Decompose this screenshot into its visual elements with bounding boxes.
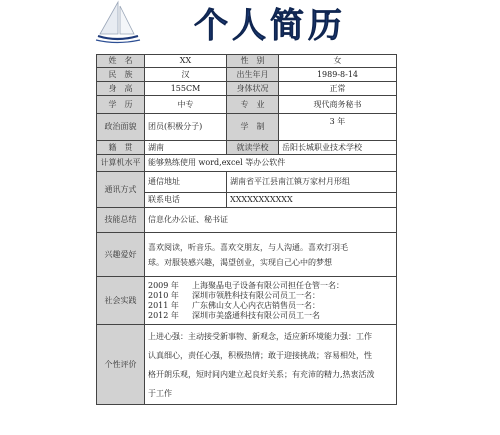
major-value: 现代商务秘书 bbox=[279, 96, 397, 114]
name-value: XX bbox=[145, 55, 227, 68]
practice-entry bbox=[148, 301, 393, 311]
row-origin bbox=[97, 141, 397, 155]
computer-label: 计算机水平 bbox=[97, 155, 145, 172]
evaluation-line: 认真细心，责任心强，积极热情；敢于迎接挑战；容易相处，性 bbox=[148, 351, 372, 360]
gender-value: 女 bbox=[279, 55, 397, 68]
page-title bbox=[165, 4, 375, 44]
phone-value: XXXXXXXXXXX bbox=[227, 193, 397, 208]
phone-label: 联系电话 bbox=[145, 193, 227, 208]
ethnicity-value: 汉 bbox=[145, 68, 227, 82]
major-label: 专 业 bbox=[227, 96, 279, 114]
evaluation-line: 格开朗乐观，短时间内建立起良好关系；有充沛的精力,热衷活泼 bbox=[148, 370, 375, 379]
origin-value: 湖南 bbox=[145, 141, 227, 155]
school-label: 就读学校 bbox=[227, 141, 279, 155]
evaluation-text bbox=[145, 325, 397, 405]
row-education bbox=[97, 96, 397, 114]
resume-table bbox=[96, 54, 397, 405]
height-value: 155CM bbox=[145, 82, 227, 96]
practice-list bbox=[145, 277, 397, 325]
practice-text: 深圳市美盛通科技有限公司员工一名 bbox=[192, 310, 320, 320]
practice-text: 上海聚晶电子设备有限公司担任仓管一名： bbox=[192, 280, 344, 290]
hobbies-text bbox=[145, 233, 397, 277]
health-label: 身体状况 bbox=[227, 82, 279, 96]
row-computer bbox=[97, 155, 397, 172]
practice-year: 2011 年 bbox=[148, 300, 179, 310]
duration-label: 学 制 bbox=[227, 114, 279, 141]
hobbies-label: 兴趣爱好 bbox=[97, 233, 145, 277]
row-evaluation bbox=[97, 325, 397, 405]
computer-value: 能够熟练使用 word,excel 等办公软件 bbox=[145, 155, 397, 172]
birth-label: 出生年月 bbox=[227, 68, 279, 82]
evaluation-line: 上进心强：主动接受新事物、新观念，适应新环境能力强：工作 bbox=[148, 332, 372, 341]
gender-label: 性 别 bbox=[227, 55, 279, 68]
row-ethnicity bbox=[97, 68, 397, 82]
svg-text:个人简历: 个人简历 bbox=[194, 6, 346, 44]
practice-entry bbox=[148, 291, 393, 301]
skills-label: 技能总结 bbox=[97, 208, 145, 233]
education-label: 学 历 bbox=[97, 96, 145, 114]
evaluation-label: 个性评价 bbox=[97, 325, 145, 405]
address-label: 通信地址 bbox=[145, 172, 227, 193]
row-hobbies bbox=[97, 233, 397, 277]
height-label: 身 高 bbox=[97, 82, 145, 96]
politics-value: 团员(积极分子) bbox=[145, 114, 227, 141]
name-label: 姓 名 bbox=[97, 55, 145, 68]
practice-entry bbox=[148, 281, 393, 291]
row-address bbox=[97, 172, 397, 193]
practice-year: 2009 年 bbox=[148, 280, 179, 290]
evaluation-line: 于工作 bbox=[148, 389, 172, 398]
practice-text: 广东佛山女人心内衣店销售员一名： bbox=[192, 300, 320, 310]
politics-label: 政治面貌 bbox=[97, 114, 145, 141]
row-politics bbox=[97, 114, 397, 141]
row-practice bbox=[97, 277, 397, 325]
ethnicity-label: 民 族 bbox=[97, 68, 145, 82]
row-skills bbox=[97, 208, 397, 233]
birth-value: 1989-8-14 bbox=[279, 68, 397, 82]
origin-label: 籍 贯 bbox=[97, 141, 145, 155]
practice-entry bbox=[148, 311, 393, 321]
duration-value: 3 年 bbox=[279, 114, 397, 141]
row-height bbox=[97, 82, 397, 96]
hobbies-line: 喜欢阅读，听音乐。喜欢交朋友，与人沟通。喜欢打羽毛 bbox=[148, 242, 348, 252]
row-name bbox=[97, 55, 397, 68]
practice-year: 2010 年 bbox=[148, 290, 179, 300]
practice-text: 深圳市领胜科技有限公司员工一名： bbox=[192, 290, 320, 300]
address-value: 湖南省平江县南江镇万家村月形组 bbox=[227, 172, 397, 193]
health-value: 正常 bbox=[279, 82, 397, 96]
education-value: 中专 bbox=[145, 96, 227, 114]
hobbies-line: 球。对服装感兴趣，渴望创业，实现自己心中的梦想 bbox=[148, 257, 332, 267]
skills-value: 信息化办公证、秘书证 bbox=[145, 208, 397, 233]
school-value: 岳阳长城职业技术学校 bbox=[279, 141, 397, 155]
practice-year: 2012 年 bbox=[148, 310, 179, 320]
sailboat-logo-icon bbox=[92, 0, 142, 45]
contact-label: 通讯方式 bbox=[97, 172, 145, 208]
practice-label: 社会实践 bbox=[97, 277, 145, 325]
